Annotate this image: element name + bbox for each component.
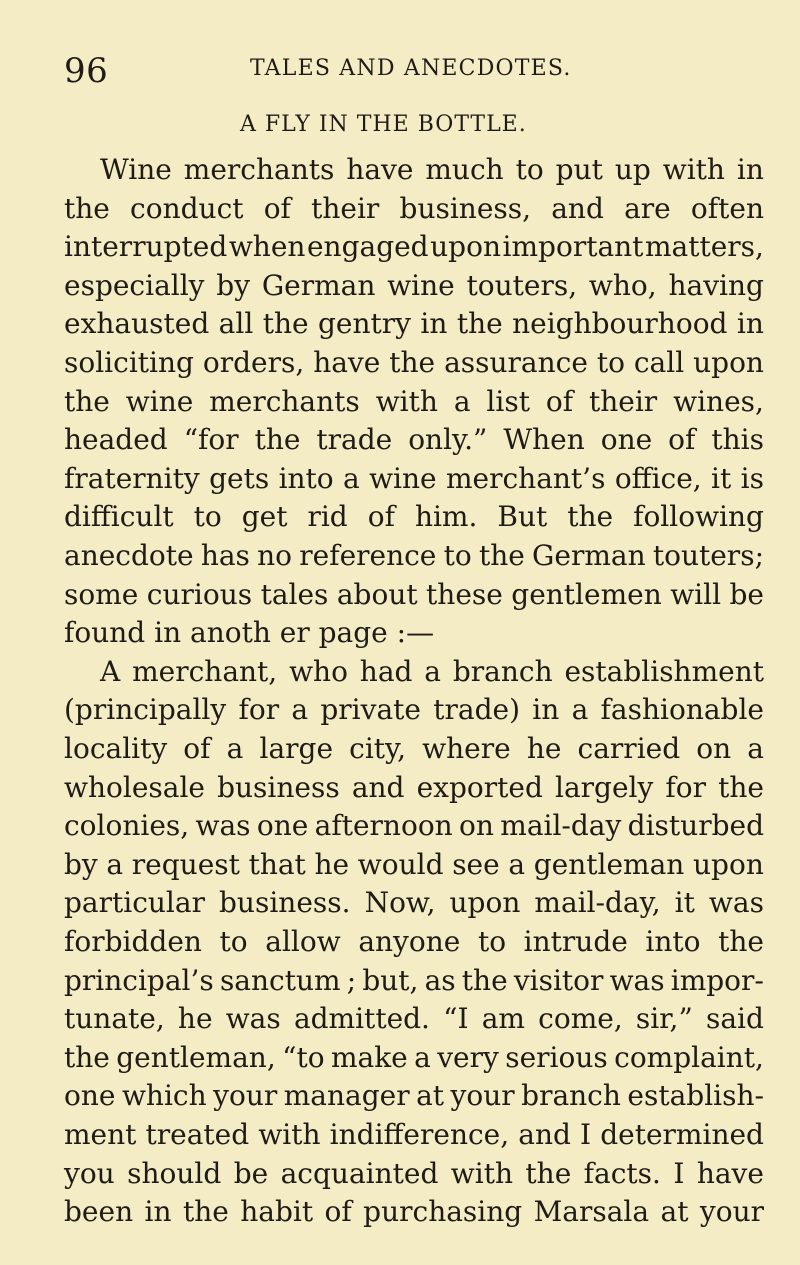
word: the — [64, 1040, 110, 1074]
word: But — [497, 500, 548, 534]
word: the — [389, 346, 436, 379]
text-line — [64, 266, 764, 306]
word: all — [218, 307, 254, 341]
word: have — [346, 153, 414, 186]
word: wines, — [673, 384, 764, 418]
word: interrupted — [64, 230, 228, 264]
word: tunate, — [64, 1002, 165, 1036]
word: for — [238, 693, 280, 727]
word: the — [718, 925, 764, 958]
word: at — [660, 1195, 689, 1229]
word: “I — [443, 1002, 469, 1036]
word: he — [177, 1002, 213, 1036]
word: “for — [183, 423, 239, 457]
text-line — [64, 304, 764, 344]
word: a — [414, 1040, 431, 1074]
text-line — [64, 1076, 764, 1116]
word: upon — [449, 886, 521, 920]
word: a — [343, 461, 360, 495]
word: carried — [577, 732, 681, 765]
text-line — [100, 652, 764, 692]
word: forbidden — [64, 925, 202, 958]
word: him. — [414, 500, 478, 534]
word: their — [589, 384, 658, 418]
word: private — [320, 693, 421, 727]
word: orders, — [202, 346, 305, 379]
text-line — [64, 1115, 764, 1155]
word: to — [219, 925, 248, 958]
word: for — [665, 770, 707, 804]
word: your — [699, 1195, 764, 1229]
word: touters, — [466, 268, 578, 302]
word: sir,” — [635, 1002, 693, 1036]
word: soliciting — [64, 346, 194, 379]
word: their — [311, 191, 380, 225]
word: principal’s — [64, 963, 214, 997]
word: gentlemen — [511, 577, 662, 611]
word: am — [481, 1002, 525, 1036]
word: has — [200, 539, 250, 572]
word: reference — [299, 539, 437, 572]
word: with — [258, 1118, 321, 1151]
word: and — [551, 191, 604, 225]
word: gentleman — [533, 847, 685, 881]
text-line — [64, 227, 764, 267]
word: a — [571, 693, 589, 727]
word: into — [645, 925, 701, 958]
word: in — [736, 307, 764, 341]
word: merchants — [183, 153, 335, 186]
word: trade) — [433, 693, 520, 727]
text-line — [64, 343, 764, 383]
word: mail-day — [500, 809, 622, 843]
word: of — [263, 191, 291, 225]
text-line-content: found in anoth er page :— — [64, 616, 435, 650]
word: a — [106, 847, 124, 881]
text-line — [64, 575, 764, 615]
word: was — [195, 809, 251, 843]
word: get — [241, 500, 288, 534]
word: wine — [369, 461, 437, 495]
word: in — [532, 693, 560, 727]
word: a — [291, 693, 309, 727]
word: indifference, — [329, 1118, 510, 1151]
word: habit — [240, 1195, 314, 1229]
word: in — [144, 1195, 172, 1229]
text-line — [64, 382, 764, 422]
word: be — [729, 577, 764, 611]
word: ; — [346, 963, 357, 997]
word: some — [64, 577, 139, 611]
word: mail-day, — [534, 886, 661, 920]
word: is — [740, 461, 764, 495]
word: wine — [125, 384, 194, 418]
word: establish- — [627, 1079, 764, 1113]
word: it — [711, 461, 732, 495]
word: much — [425, 153, 504, 186]
word: the — [456, 307, 503, 341]
word: branch — [452, 654, 553, 688]
word: colonies, — [64, 809, 190, 843]
word: call — [633, 346, 685, 379]
word: business. — [219, 886, 351, 920]
word: when — [228, 230, 306, 264]
word: upon — [693, 346, 764, 379]
word: with — [375, 384, 438, 418]
word: very — [437, 1040, 499, 1074]
word: no — [257, 539, 293, 572]
word: wholesale — [64, 770, 205, 804]
text-line — [64, 768, 764, 808]
word: merchant’s — [445, 461, 606, 495]
text-line — [64, 690, 764, 730]
word: which — [121, 1079, 207, 1113]
word: large — [259, 732, 334, 765]
word: having — [668, 268, 764, 302]
word: treated — [145, 1118, 250, 1151]
word: visitor — [513, 963, 604, 997]
word: a — [226, 732, 244, 765]
word: German — [532, 539, 646, 572]
text-line — [64, 420, 764, 460]
word: was — [225, 1002, 281, 1036]
word: A — [100, 654, 121, 688]
word: merchant, — [132, 654, 278, 688]
word: into — [278, 461, 334, 495]
word: rid — [307, 500, 348, 534]
word: your — [450, 1079, 515, 1113]
word: on — [696, 732, 732, 765]
word: anyone — [358, 925, 461, 958]
word: branch — [521, 1079, 621, 1113]
word: gentleman, — [116, 1040, 276, 1074]
word: merchants — [209, 384, 360, 418]
word: When — [503, 423, 585, 457]
word: upon — [430, 230, 501, 264]
word: who — [289, 654, 348, 688]
word: the — [567, 500, 614, 534]
word: the — [262, 307, 309, 341]
word: about — [336, 577, 418, 611]
word: see — [452, 847, 500, 881]
word: Now, — [364, 886, 436, 920]
word: especially — [64, 268, 205, 302]
word: anecdote — [64, 539, 194, 572]
word: are — [624, 191, 671, 225]
word: office, — [614, 461, 702, 495]
word: impor- — [670, 963, 764, 997]
word: admitted. — [293, 1002, 430, 1036]
word: would — [357, 847, 444, 881]
word: request — [131, 847, 240, 881]
word: the — [525, 1156, 572, 1190]
word: important — [502, 230, 644, 264]
text-line — [64, 189, 764, 229]
word: neighbourhood — [512, 307, 728, 341]
word: up — [614, 153, 651, 186]
word: serious — [505, 1040, 608, 1074]
word: have — [696, 1156, 764, 1190]
word: of — [324, 1195, 352, 1229]
word: determined — [600, 1118, 764, 1151]
word: headed — [64, 423, 168, 457]
word: one — [64, 1079, 116, 1113]
word: to — [596, 346, 625, 379]
word: conduct — [130, 191, 244, 225]
word: had — [359, 654, 413, 688]
text-line — [64, 613, 764, 653]
word: of — [367, 500, 395, 534]
word: a — [508, 847, 526, 881]
word: these — [426, 577, 503, 611]
word: with — [450, 1156, 513, 1190]
word: it — [674, 886, 695, 920]
word: trade — [316, 423, 393, 457]
word: to — [193, 500, 222, 534]
word: gets — [209, 461, 270, 495]
running-head: TALES AND ANECDOTES. — [250, 56, 572, 81]
word: purchasing — [363, 1195, 523, 1229]
word: where — [422, 732, 511, 765]
chapter-title: A FLY IN THE BOTTLE. — [240, 112, 527, 137]
word: the — [478, 539, 525, 572]
word: curious — [146, 577, 253, 611]
word: to — [443, 539, 472, 572]
word: locality — [64, 732, 168, 765]
word: only.” — [408, 423, 488, 457]
word: by — [64, 847, 98, 881]
word: the — [64, 384, 110, 418]
word: the — [718, 770, 764, 804]
word: exhausted — [64, 307, 210, 341]
word: touters; — [652, 539, 764, 572]
word: be — [233, 1156, 269, 1190]
word: said — [705, 1002, 764, 1036]
word: “to — [282, 1040, 325, 1074]
word: your — [213, 1079, 278, 1113]
word: establishment — [564, 654, 764, 688]
word: often — [690, 191, 764, 225]
word: assurance — [444, 346, 588, 379]
word: difficult — [64, 500, 174, 534]
word: complaint, — [614, 1040, 764, 1074]
word: matters, — [644, 230, 764, 264]
word: disturbed — [627, 809, 764, 843]
word: city, — [349, 732, 407, 765]
text-line — [64, 961, 764, 1001]
text-line — [64, 845, 764, 885]
word: to — [515, 153, 544, 186]
word: Marsala — [533, 1195, 650, 1229]
word: to — [477, 925, 507, 958]
text-line — [100, 150, 764, 190]
word: make — [330, 1040, 408, 1074]
word: Wine — [100, 153, 172, 186]
word: the — [461, 963, 508, 997]
word: of — [545, 384, 574, 418]
word: (principally — [64, 693, 227, 727]
word: with — [662, 153, 725, 186]
word: been — [64, 1195, 134, 1229]
word: in — [420, 307, 448, 341]
word: particular — [64, 886, 205, 920]
word: acquainted — [280, 1156, 439, 1190]
word: was — [609, 963, 665, 997]
text-line — [64, 459, 764, 499]
word: engaged — [306, 230, 429, 264]
word: a — [424, 654, 441, 688]
word: fashionable — [600, 693, 764, 727]
word: business — [217, 770, 340, 804]
word: should — [127, 1156, 222, 1190]
word: upon — [693, 847, 764, 881]
word: on — [459, 809, 494, 843]
word: and — [518, 1118, 571, 1151]
word: who, — [588, 268, 657, 302]
word: following — [633, 500, 764, 534]
word: manager — [283, 1079, 410, 1113]
word: as — [424, 963, 456, 997]
word: intrude — [523, 925, 628, 958]
text-line — [64, 883, 764, 923]
word: come, — [538, 1002, 623, 1036]
word: list — [486, 384, 530, 418]
text-line — [64, 1192, 764, 1232]
word: you — [64, 1156, 115, 1190]
word: a — [453, 384, 471, 418]
word: he — [526, 732, 562, 765]
word: facts. — [583, 1156, 661, 1190]
text-line — [64, 806, 764, 846]
word: allow — [265, 925, 341, 958]
word: sanctum — [219, 963, 341, 997]
word: but, — [362, 963, 419, 997]
word: he — [314, 847, 350, 881]
word: put — [555, 153, 603, 186]
word: I — [673, 1156, 685, 1190]
word: the — [64, 191, 110, 225]
word: will — [670, 577, 722, 611]
text-line — [64, 1154, 764, 1194]
word: German — [261, 268, 376, 302]
word: ment — [64, 1118, 137, 1151]
word: gentry — [317, 307, 411, 341]
word: and — [351, 770, 405, 804]
word: tales — [260, 577, 329, 611]
word: one — [600, 423, 653, 457]
word: business, — [399, 191, 532, 225]
page-number: 96 — [64, 51, 109, 91]
word: exported — [416, 770, 543, 804]
word: of — [668, 423, 696, 457]
word: this — [711, 423, 764, 457]
word: have — [313, 346, 381, 379]
word: in — [736, 153, 764, 186]
word: was — [708, 886, 764, 920]
word: I — [580, 1118, 592, 1151]
word: wine — [387, 268, 455, 302]
text-line — [64, 1038, 764, 1078]
word: that — [248, 847, 306, 881]
word: a — [747, 732, 764, 765]
word: of — [183, 732, 211, 765]
word: largely — [554, 770, 654, 804]
word: the — [182, 1195, 229, 1229]
text-line — [64, 729, 764, 769]
word: one — [256, 809, 309, 843]
text-line — [64, 922, 764, 962]
text-line — [64, 999, 764, 1039]
word: fraternity — [64, 461, 200, 495]
word: by — [216, 268, 251, 302]
word: afternoon — [314, 809, 453, 843]
text-line — [64, 497, 764, 537]
word: at — [416, 1079, 445, 1113]
word: the — [254, 423, 301, 457]
text-line — [64, 536, 764, 576]
